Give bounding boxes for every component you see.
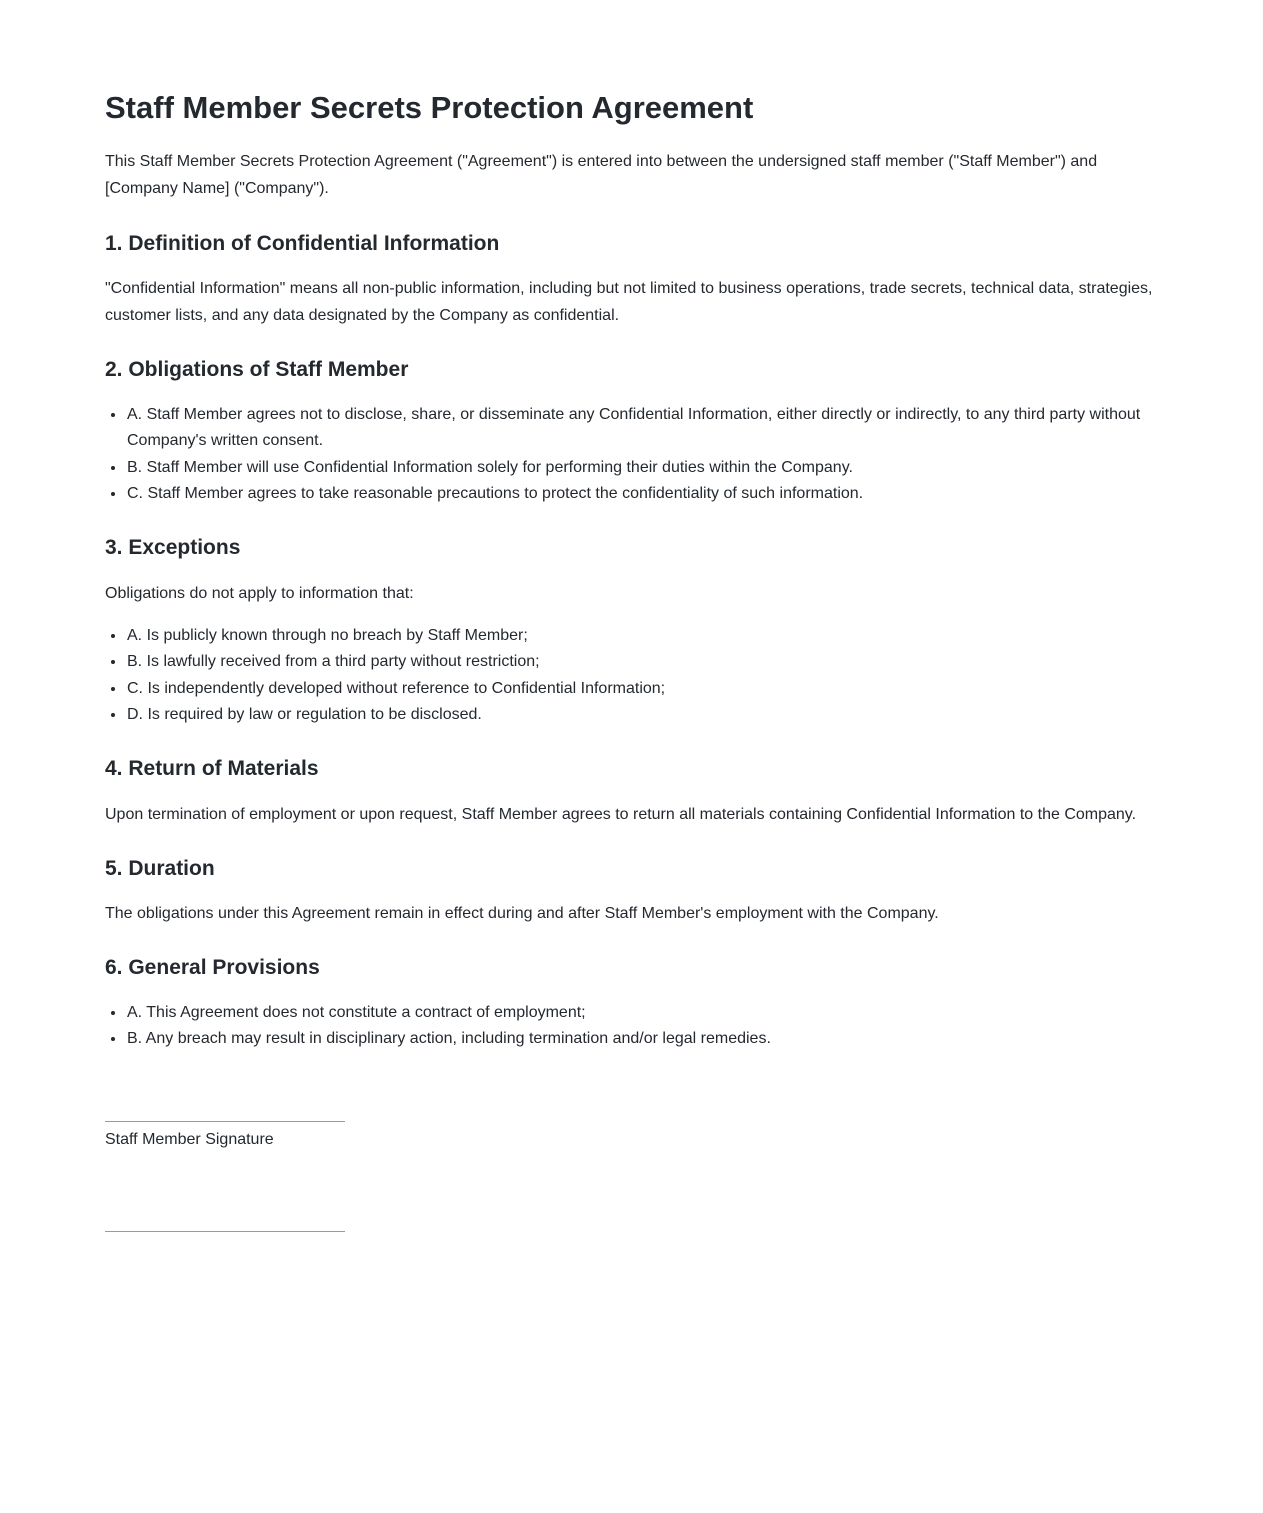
list-item: • A. This Agreement does not constitute a contract of employment; (126, 1000, 1157, 1026)
intro-paragraph: This Staff Member Secrets Protection Agreement ("Agreement") is entered into between the undersigned staff member ("Staff Member") and [Company Name] ("Company"). (105, 153, 1098, 198)
general-provisions-list (105, 1000, 1157, 1053)
section-obligations (105, 356, 1157, 507)
page-title: Staff Member Secrets Protection Agreement (105, 90, 754, 125)
section-general-provisions (105, 954, 1157, 1052)
section-exceptions (105, 534, 1157, 728)
signature-label: Staff Member Signature (105, 1130, 274, 1148)
section-duration (105, 855, 1157, 928)
section-heading-general-provisions: 6. General Provisions (105, 956, 320, 980)
staff-signature-line (105, 1121, 345, 1122)
signature-block (105, 1121, 1157, 1232)
list-item: • C. Is independently developed without reference to Confidential Information; (126, 676, 1157, 702)
list-item: • B. Any breach may result in disciplinary action, including termination and/or legal remedies. (126, 1026, 1157, 1052)
section-paragraph: "Confidential Information" means all non-public information, including but not limited to business operations, trade secrets, technical data, strategies, customer lists, and any data designated by the Company as confidential. (105, 280, 1153, 325)
list-item: • C. Staff Member agrees to take reasonable precautions to protect the confidentiality of such information. (126, 481, 1157, 507)
section-heading-duration: 5. Duration (105, 856, 215, 880)
obligations-list (105, 402, 1157, 508)
section-heading-definition: 1. Definition of Confidential Information (105, 231, 500, 255)
section-paragraph: Obligations do not apply to information that: (105, 584, 414, 602)
section-definition (105, 230, 1157, 330)
list-item: • B. Staff Member will use Confidential Information solely for performing their duties within the Company. (126, 455, 1157, 481)
section-heading-obligations: 2. Obligations of Staff Member (105, 358, 409, 382)
exceptions-list (105, 623, 1157, 729)
section-heading-exceptions: 3. Exceptions (105, 536, 241, 560)
list-item: • D. Is required by law or regulation to be disclosed. (126, 702, 1157, 728)
list-item: • A. Is publicly known through no breach by Staff Member; (126, 623, 1157, 649)
section-paragraph: The obligations under this Agreement remain in effect during and after Staff Member's employment with the Company. (105, 905, 939, 923)
section-paragraph: Upon termination of employment or upon request, Staff Member agrees to return all materials containing Confidential Information to the Company. (105, 805, 1137, 823)
second-signature-line (105, 1231, 345, 1232)
section-return-of-materials (105, 755, 1157, 828)
section-heading-return-of-materials: 4. Return of Materials (105, 757, 319, 781)
list-item: • A. Staff Member agrees not to disclose, share, or disseminate any Confidential Information, either directly or indirectly, to any third party without Company's written consent. (126, 402, 1157, 455)
list-item: • B. Is lawfully received from a third party without restriction; (126, 649, 1157, 675)
